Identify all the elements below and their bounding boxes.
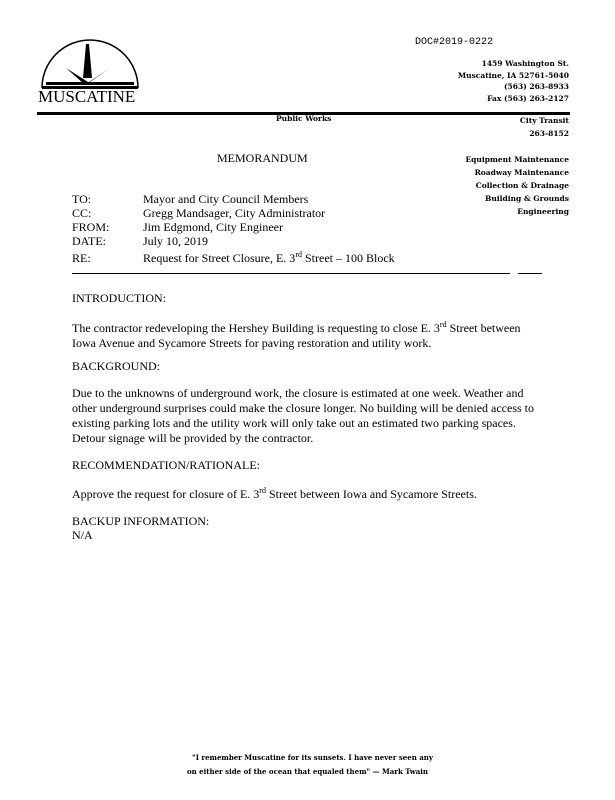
field-label: DATE: [72,234,106,248]
superscript: rd [439,320,447,329]
address-fax: Fax (563) 263-2127 [487,93,569,103]
field-value: July 10, 2019 [143,234,209,248]
division: Roadway Maintenance [474,168,569,177]
field-value: Request for Street Closure, E. 3 [143,251,296,265]
field-value: Gregg Mandsager, City Administrator [143,206,326,220]
doc-number: DOC#2019-0222 [415,37,494,48]
backup-heading: BACKUP INFORMATION: [72,514,210,528]
memo-title: MEMORANDUM [217,151,308,165]
text: The contractor redeveloping the Hershey Building is requesting to close E. 3 [72,321,440,335]
divisions-list [465,114,569,218]
department: Public Works [276,114,332,123]
text: Due to the unknowns of underground work, the closure is estimated at one week. Weather and [72,386,524,400]
division: Equipment Maintenance [465,155,569,164]
field-label: TO: [72,192,92,206]
address-phone: (563) 263-8933 [503,82,569,91]
quote-line: "I remember Muscatine for its sunsets. I have never seen any [192,753,433,762]
field-value: Mayor and City Council Members [143,192,309,206]
text: existing parking lots and the utility work will only take out an estimated two parking spaces. [72,416,516,430]
field-label: FROM: [72,220,110,234]
division: Engineering [517,207,569,216]
footer-quote [0,751,615,779]
text: Detour signage will be provided by the contractor. [72,431,314,445]
intro-paragraph [72,318,521,350]
divider [72,273,510,274]
division: Building & Grounds [484,194,569,203]
muscatine-logo [36,38,144,104]
text: Approve the request for closure of E. 3 [72,487,260,501]
background-paragraph [72,386,534,446]
divider [518,273,542,274]
division: Collection & Drainage [475,181,569,190]
address-city: Muscatine, IA 52761-5040 [457,70,569,80]
field-value: Jim Edgmond, City Engineer [143,220,283,234]
text: other underground surprises could make the closure longer. No building will be denied access to [72,401,534,415]
address-street: 1459 Washington St. [481,59,569,68]
division-phone: 263-8152 [529,129,569,138]
address-block [458,58,569,104]
quote-line: on either side of the ocean that equaled them" — Mark Twain [186,767,429,776]
background-heading: BACKGROUND: [72,359,161,373]
svg-text:MUSCATINE: MUSCATINE [38,87,136,104]
intro-heading: INTRODUCTION: [72,291,166,305]
header-fields [72,192,395,265]
backup-text: N/A [72,528,93,542]
division: City Transit [519,116,569,125]
recommendation-heading: RECOMMENDATION/RATIONALE: [72,458,260,472]
field-value-rest: Street – 100 Block [301,251,395,265]
recommendation-text [72,486,477,502]
field-label: CC: [72,206,92,220]
superscript: rd [295,250,302,259]
superscript: rd [259,486,266,495]
field-label: RE: [72,251,91,265]
text: Street between Iowa and Sycamore Streets. [265,487,477,501]
text: Street between [446,321,521,335]
text: Iowa Avenue and Sycamore Streets for paving restoration and utility work. [72,335,432,350]
